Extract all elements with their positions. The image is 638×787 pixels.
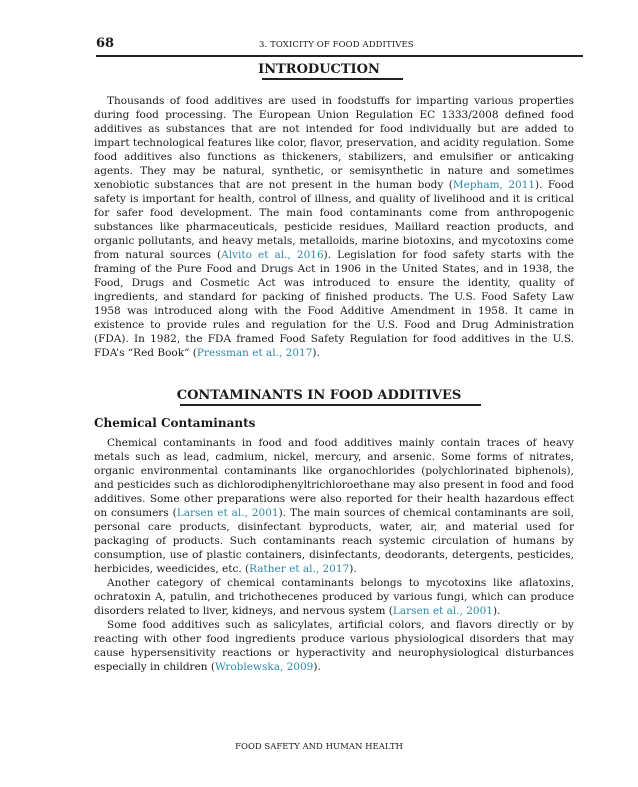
page-header xyxy=(96,35,583,57)
introduction-heading-rule xyxy=(262,78,403,80)
contaminants-body xyxy=(94,436,574,674)
paragraph xyxy=(94,618,574,674)
contaminants-heading-rule xyxy=(180,404,481,406)
citation-link[interactable]: Larsen et al., 2001 xyxy=(392,605,493,617)
paragraph-text: ). The main sources of chemical contaminants are soil, personal care products, disinfectant byproducts, water, air, and material used for packaging of products. Such contaminants reach systemic circulation of humans by consumption, use of plastic containers, disinfectants, deodorants, detergents, pesticides, herbicides, weedicides, etc. ( xyxy=(94,507,574,575)
contaminants-heading: CONTAMINANTS IN FOOD ADDITIVES xyxy=(176,388,462,403)
paragraph-text: Some food additives such as salicylates, artificial colors, and flavors directly or by reacting with other food ingredients produce various physiological disorders that may cause hypersensitivity reactions or hyperactivity and neurophysiological disturbances especially in children ( xyxy=(94,619,574,673)
paragraph xyxy=(94,576,574,618)
citation-link[interactable]: Pressman et al., 2017 xyxy=(196,347,313,359)
paragraph-text: ). xyxy=(349,563,357,575)
paragraph-text: Another category of chemical contaminants belongs to mycotoxins like aflatoxins, ochratoxin A, patulin, and trichothecenes produced by various fungi, which can produce disorders related to liver, kidneys, and nervous system ( xyxy=(94,577,574,617)
citation-link[interactable]: Wroblewska, 2009 xyxy=(215,661,314,673)
citation-link[interactable]: Alvito et al., 2016 xyxy=(221,249,324,261)
paragraph-text: ). xyxy=(492,605,501,617)
paragraph-text: Thousands of food additives are used in foodstuffs for imparting various properties during food processing. The European Union Regulation EC 1333/2008 defined food additives as substances that are not intended for food individually but are added to impart technological features like color, flavor, preservation, and acidity regulation. Some food additives also functions as thickeners, stabilizers, and emulsifier or anticaking agents. They may be natural, synthetic, or semisynthetic in nature and sometimes xenobiotic substances that are not present in the human body ( xyxy=(94,95,574,191)
paragraph xyxy=(94,94,574,360)
paragraph-text: ). Food safety is important for health, control of illness, and quality of livelihood and it is critical for safer food development. The main food contaminants come from anthropogenic substances like pharmaceuticals, pesticide residues, Maillard reaction products, and organic pollutants, and heavy metals, metalloids, marine biotoxins, and mycotoxins come from natural sources ( xyxy=(94,179,574,261)
paragraph-text: ). xyxy=(312,347,320,359)
citation-link[interactable]: Larsen et al., 2001 xyxy=(176,507,279,519)
paragraph xyxy=(94,436,574,576)
chemical-contaminants-heading: Chemical Contaminants xyxy=(94,416,256,430)
running-head: 3. TOXICITY OF FOOD ADDITIVES xyxy=(259,40,414,50)
introduction-body xyxy=(94,94,574,360)
introduction-heading: INTRODUCTION xyxy=(258,62,380,77)
paragraph-text: ). xyxy=(313,661,321,673)
paragraph-text: ). Legislation for food safety starts with the framing of the Pure Food and Drugs Act in 1906 in the United States, and in 1938, the Food, Drugs and Cosmetic Act was introduced to ensure the identity, quality of ingredients, and standard for packing of finished products. The U.S. Food Safety Law 1958 was introduced along with the Food Additive Amendment in 1958. It came in existence to provide rules and regulation for the U.S. Food and Drug Administration (FDA). In 1982, the FDA framed Food Safety Regulation for food additives in the U.S. FDA’s “Red Book” ( xyxy=(94,249,574,359)
citation-link[interactable]: Rather et al., 2017 xyxy=(249,563,350,575)
citation-link[interactable]: Mepham, 2011 xyxy=(452,179,536,191)
page-footer: FOOD SAFETY AND HUMAN HEALTH xyxy=(235,742,403,752)
page-number: 68 xyxy=(96,36,115,51)
paragraph-text: Chemical contaminants in food and food additives mainly contain traces of heavy metals such as lead, cadmium, nickel, mercury, and arsenic. Some forms of nitrates, organic environmental contaminants like organochlorides (polychlorinated biphenols), and pesticides such as dichlorodiphenyltrichloroethane may also present in food and food additives. Some other preparations were also reported for their health hazardous effect on consumers ( xyxy=(94,437,574,519)
